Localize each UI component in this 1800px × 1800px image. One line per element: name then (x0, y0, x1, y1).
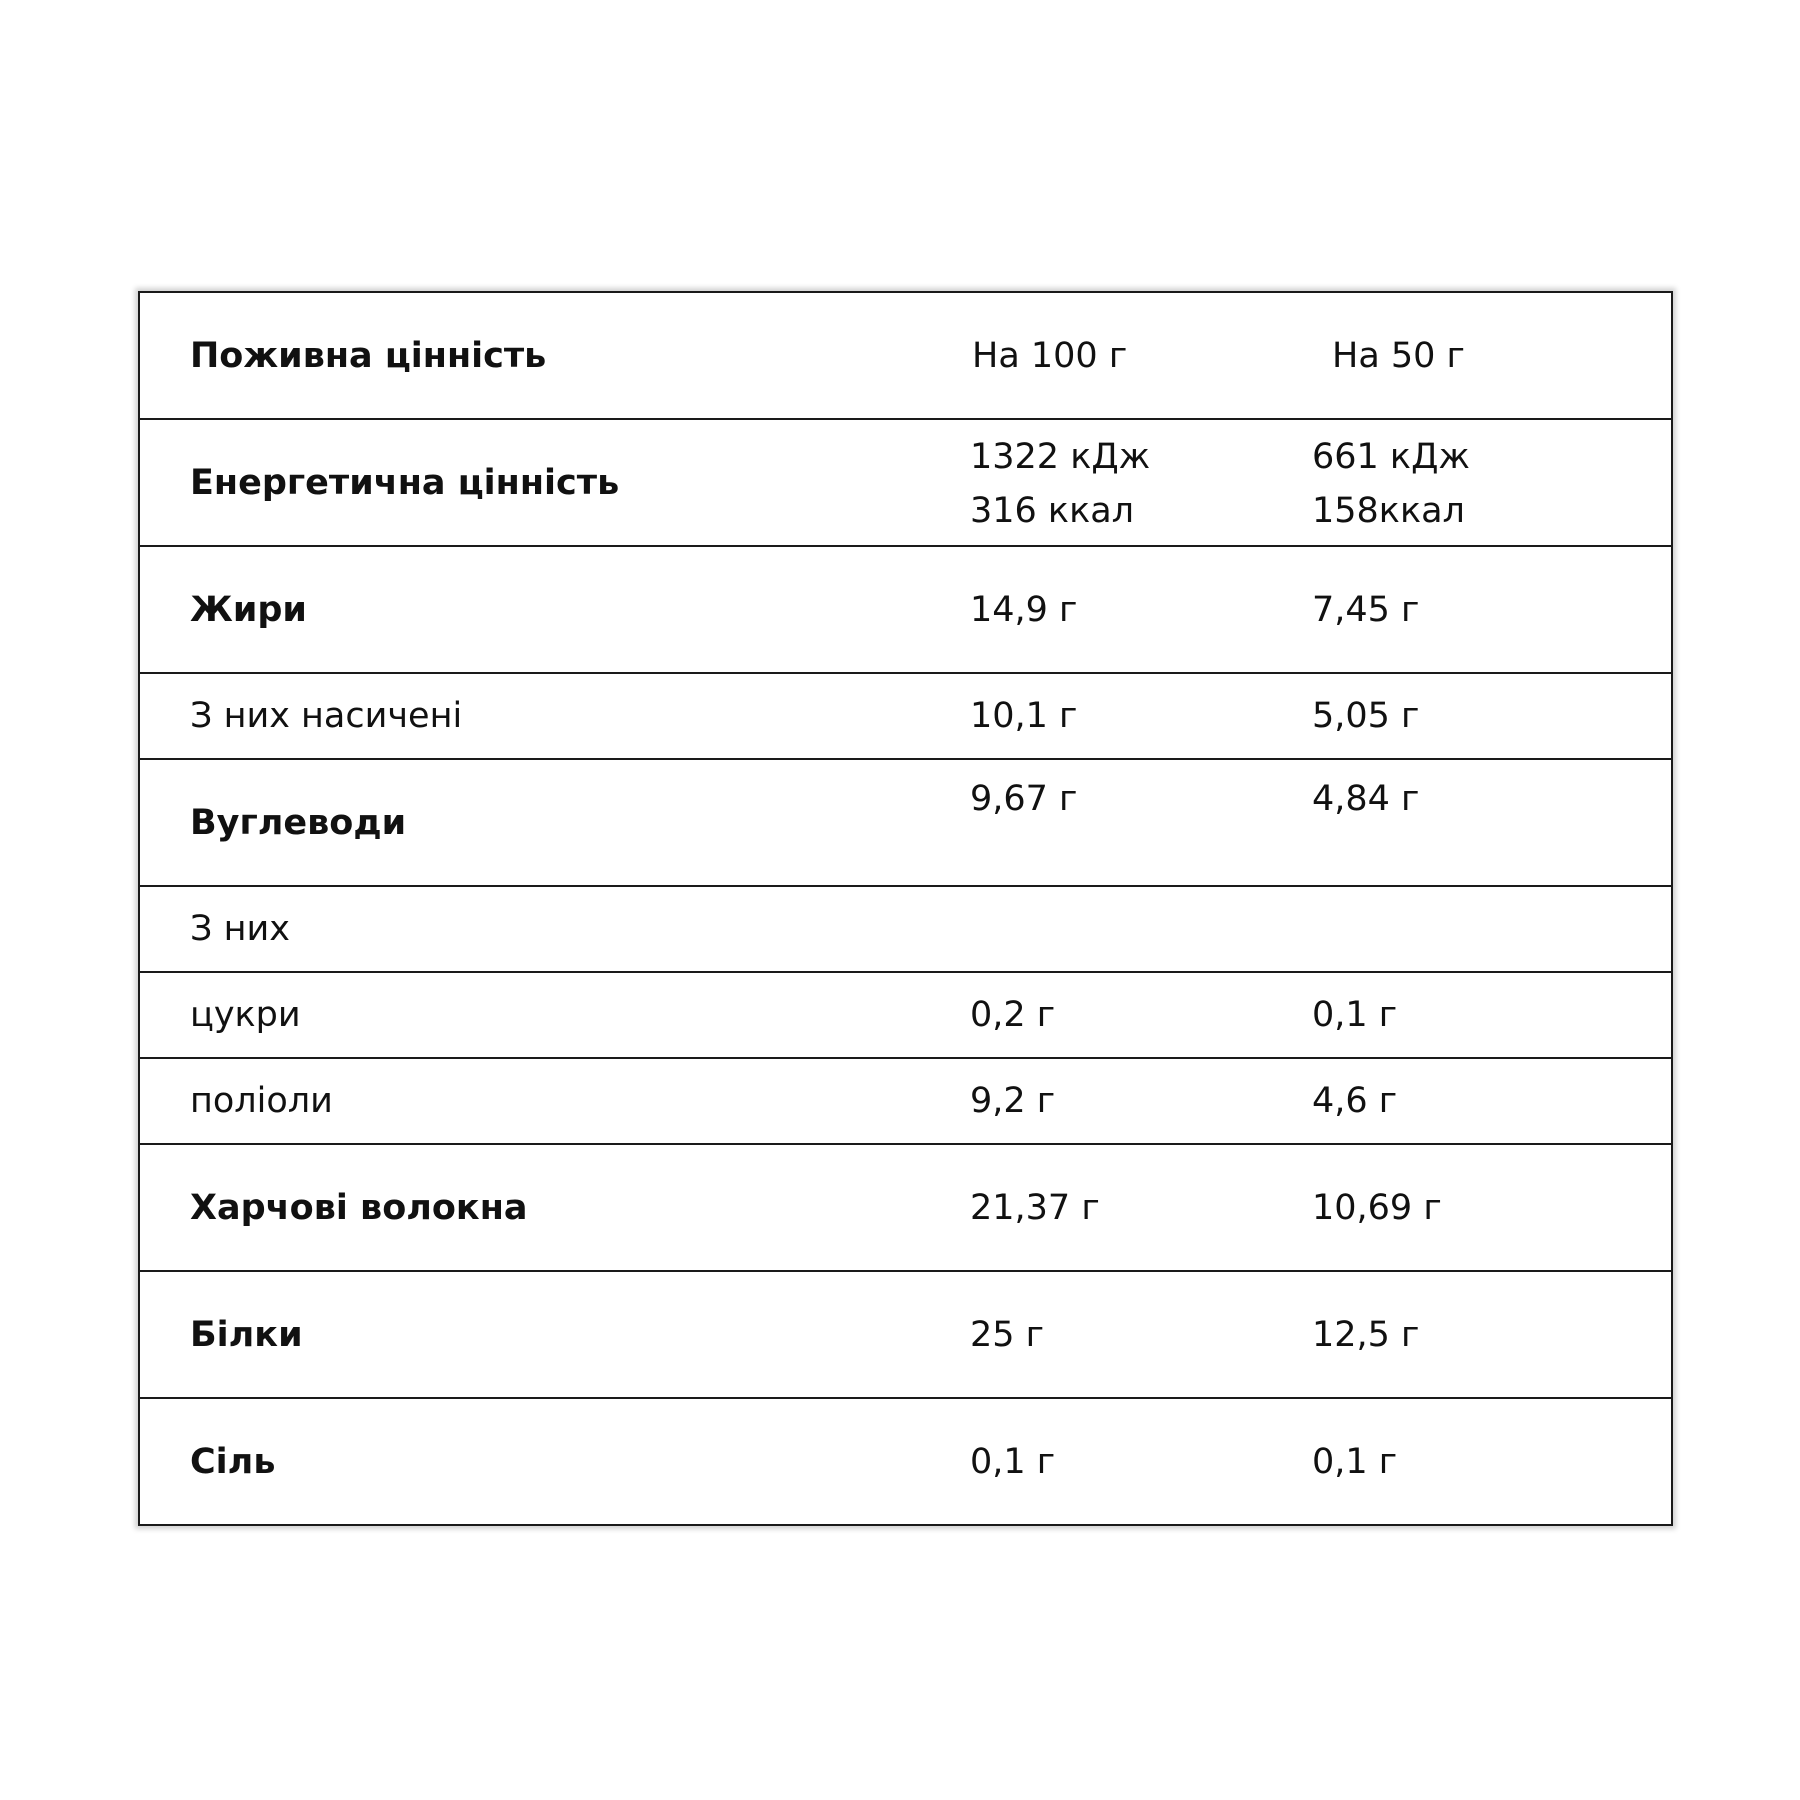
energy-kcal-per-100g: 316 ккал (970, 491, 1135, 531)
row-value-per-100g: 9,67 г (970, 779, 1078, 819)
row-value-per-50g: 0,1 г (1312, 995, 1398, 1035)
row-label: Білки (190, 1314, 303, 1355)
table-row-fiber (140, 1143, 1671, 1270)
row-label: Енергетична цінність (190, 462, 620, 503)
row-label: Вуглеводи (190, 802, 407, 843)
nutrition-table (138, 291, 1673, 1526)
energy-kcal-per-50g: 158ккал (1312, 491, 1465, 531)
row-value-per-100g: 25 г (970, 1314, 1045, 1355)
table-row-protein (140, 1270, 1671, 1397)
header-col-per-50g: На 50 г (1332, 335, 1465, 376)
table-row-salt (140, 1397, 1671, 1524)
row-value-per-50g: 12,5 г (1312, 1314, 1420, 1355)
table-row-sugars (140, 971, 1671, 1057)
row-value-per-50g: 5,05 г (1312, 696, 1420, 736)
table-row-fat (140, 545, 1671, 672)
row-value-per-100g: 0,2 г (970, 995, 1056, 1035)
row-value-per-100g: 9,2 г (970, 1081, 1056, 1121)
table-row-carbohydrates (140, 758, 1671, 885)
row-value-per-50g: 4,84 г (1312, 779, 1420, 819)
energy-kj-per-50g: 661 кДж (1312, 437, 1470, 477)
table-row-energy (140, 418, 1671, 545)
row-label: поліоли (190, 1081, 333, 1121)
header-title: Поживна цінність (190, 335, 547, 376)
row-label: З них (190, 909, 290, 949)
table-row-polyols (140, 1057, 1671, 1143)
row-value-per-100g: 10,1 г (970, 696, 1078, 736)
row-label: З них насичені (190, 696, 463, 736)
table-row-of-which (140, 885, 1671, 971)
row-value-per-50g: 0,1 г (1312, 1441, 1398, 1482)
table-row-saturated (140, 672, 1671, 758)
row-label: Сіль (190, 1441, 276, 1482)
row-value-per-100g: 0,1 г (970, 1441, 1056, 1482)
row-value-per-50g: 7,45 г (1312, 589, 1420, 630)
row-label: Жири (190, 589, 307, 630)
table-header-row (140, 293, 1671, 418)
row-value-per-50g: 10,69 г (1312, 1187, 1442, 1228)
row-value-per-50g: 4,6 г (1312, 1081, 1398, 1121)
row-label: цукри (190, 995, 301, 1035)
row-label: Харчові волокна (190, 1187, 528, 1228)
row-value-per-100g: 14,9 г (970, 589, 1078, 630)
energy-kj-per-100g: 1322 кДж (970, 437, 1151, 477)
header-col-per-100g: На 100 г (972, 335, 1128, 376)
row-value-per-100g: 21,37 г (970, 1187, 1100, 1228)
